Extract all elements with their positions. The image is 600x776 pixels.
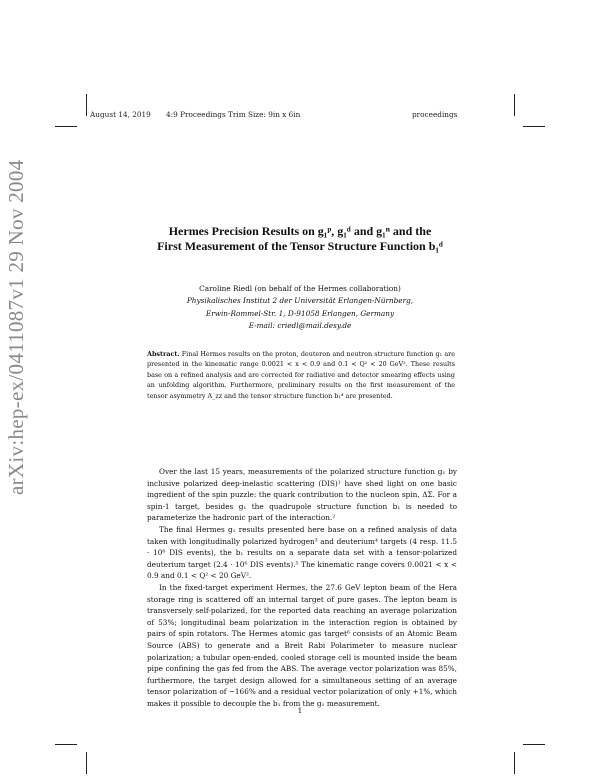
- author-email: E-mail: criedl@mail.desy.de: [248, 320, 352, 330]
- header-date: August 14, 2019: [90, 110, 151, 119]
- affiliation-line-2: Erwin-Rommel-Str. 1, D-91058 Erlangen, Germany: [205, 308, 395, 318]
- body-text: [147, 466, 457, 709]
- paper-title: [110, 224, 490, 254]
- author-name: Caroline Riedl (on behalf of the Hermes collaboration): [199, 284, 401, 293]
- header-tag: proceedings: [412, 110, 458, 119]
- body-paragraph-2: The final Hermes g₁ results presented here base on a refined analysis of data taken with longitudinally polarized hydrogen³ and deuterium⁴ targets (4 resp. 11.5 · 10⁶ DIS events), the b₁ results on a separate data set with a tensor-polarized deuterium target (2.4 · 10⁶ DIS events).⁵ The kinematic range covers 0.0021 < x < 0.9 and 0.1 < Q² < 20 GeV².: [147, 524, 457, 581]
- crop-mark-top-right-h: [523, 126, 545, 127]
- crop-mark-bottom-left-v: [86, 752, 87, 774]
- crop-mark-bottom-right-v: [514, 752, 515, 774]
- crop-mark-bottom-right-h: [523, 744, 545, 745]
- header-time-trim: 4:9 Proceedings Trim Size: 9in x 6in: [166, 110, 301, 119]
- arxiv-stamp: arXiv:hep-ex/0411087v1 29 Nov 2004: [4, 159, 28, 495]
- crop-mark-top-right-v: [514, 94, 515, 116]
- crop-mark-bottom-left-h: [55, 744, 77, 745]
- body-paragraph-1: Over the last 15 years, measurements of the polarized structure function g₁ by inclusive polarized deep-inelastic scattering (DIS)¹ have shed light on one basic ingredient of the spin puzzle: the quark contribution to the nucleon spin, ΔΣ. For a spin-1 target, besides g₁ the quadrupole structure function b₁ is needed to parameterize the hadronic part of the interaction.²: [147, 467, 457, 523]
- abstract-label: Abstract.: [147, 350, 180, 358]
- crop-mark-top-left-h: [55, 126, 77, 127]
- body-paragraph-3: In the fixed-target experiment Hermes, the 27.6 GeV lepton beam of the Hera storage ring is scattered off an internal target of pure gases. The lepton beam is transversely self-polarized, for the reported data reaching an average polarization of 53%; longitudinal beam polarization in the interaction region is obtained by pairs of spin rotators. The Hermes atomic gas target⁶ consists of an Atomic Beam Source (ABS) to generate and a Breit Rabi Polarimeter to measure nuclear polarization; a tubular open-ended, cooled storage cell is mounted inside the beam pipe confining the gas fed from the ABS. The average vector polarization was 85%, furthermore, the target design allowed for a simultaneous setting of an average tensor polarization of −166% and a residual vector polarization of only +1%, which makes it possible to decouple the b₁ from the g₁ measurement.: [147, 582, 457, 708]
- affiliation-line-1: Physikalisches Institut 2 der Universität Erlangen-Nürnberg,: [186, 296, 414, 306]
- abstract: [147, 349, 455, 401]
- author-block: [130, 283, 470, 332]
- title-line-1: Hermes Precision Results on g₁ᵖ, g₁ᵈ and g₁ⁿ and the: [168, 224, 432, 238]
- crop-mark-top-left-v: [86, 94, 87, 116]
- page-number: 1: [297, 706, 303, 715]
- abstract-text: Final Hermes results on the proton, deuteron and neutron structure function g₁ are presented in the kinematic range 0.0021 < x < 0.9 and 0.1 < Q² < 20 GeV². These results base on a refined analysis and are corrected for radiative and detector smearing effects using an unfolding algorithm. Furthermore, preliminary results on the first measurement of the tensor asymmetry A_zz and the tensor structure function b₁ᵈ are presented.: [147, 350, 455, 400]
- title-line-2: First Measurement of the Tensor Structure Function b₁ᵈ: [157, 239, 443, 253]
